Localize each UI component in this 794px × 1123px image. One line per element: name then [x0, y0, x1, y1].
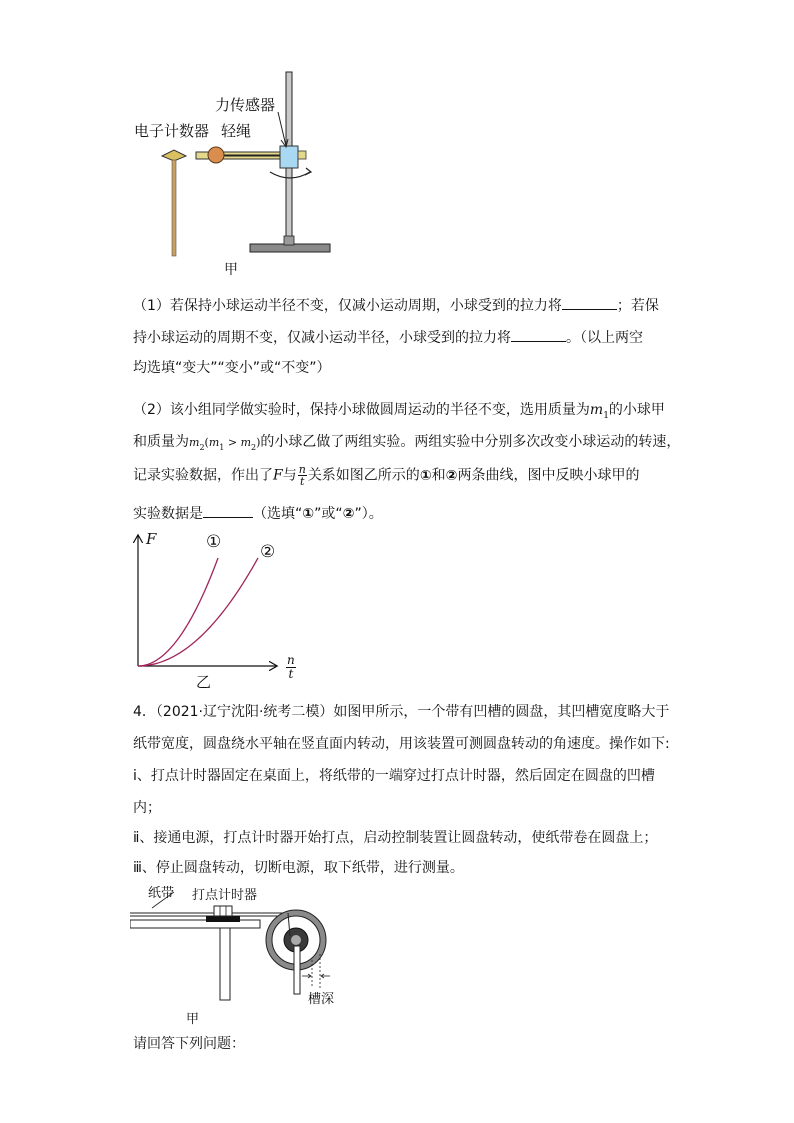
q4-line2: 纸带宽度，圆盘绕水平轴在竖直面内转动，用该装置可测圆盘转动的角速度。操作如下: [133, 736, 670, 752]
label-groove-depth: 槽深 [308, 992, 335, 1007]
figure1-caption: 甲 [224, 262, 238, 278]
q4-line4: 内； [133, 800, 161, 816]
q1-line1: （1）若保持小球运动半径不变，仅减小运动周期，小球受到的拉力将 ；若保 [133, 298, 659, 314]
series-curve-2 [138, 558, 258, 666]
q2-line1: （2）该小组同学做实验时，保持小球做圆周运动的半径不变，选用质量为$m_1$的小球甲 [133, 402, 665, 421]
fraction-n-over-t: $\frac{n}{t}$ [298, 463, 306, 488]
q1-line2: 持小球运动的周期不变，仅减小运动半径，小球受到的拉力将 。（以上两空 [133, 330, 643, 346]
figure3-caption: 甲 [186, 1012, 200, 1027]
label-tape: 纸带 [148, 886, 175, 901]
label-timer: 打点计时器 [192, 888, 258, 903]
figure-apparatus [130, 60, 370, 285]
answer-blank-2[interactable] [511, 329, 566, 342]
figure-disc-apparatus [130, 880, 350, 1025]
chart-caption: 乙 [196, 673, 212, 691]
q1-line3: 均选填“变大”“变小”或“不变”） [133, 360, 331, 376]
answer-blank-3[interactable] [203, 505, 253, 518]
q2-line3: 记录实验数据，作出了F与 $\frac{n}{t}$ 关系如图乙所示的①和②两条曲线，图中反映小球甲的 [133, 463, 640, 488]
q4-line3: ⅰ、打点计时器固定在桌面上，将纸带的一端穿过打点计时器，然后固定在圆盘的凹槽 [133, 768, 655, 784]
label-force-sensor: 力传感器 [215, 96, 276, 114]
q4-line6: ⅲ、停止圆盘转动，切断电源，取下纸带，进行测量。 [133, 860, 464, 876]
label-rope: 轻绳 [221, 122, 252, 140]
q4-line5: ⅱ、接通电源，打点计时器开始打点，启动控制装置让圆盘转动，使纸带卷在圆盘上； [133, 830, 658, 846]
series-label-1: ① [206, 532, 222, 552]
answer-blank-1[interactable] [562, 297, 617, 310]
series-curve-1 [138, 558, 218, 666]
chart-figure [120, 528, 320, 693]
label-counter: 电子计数器 [134, 122, 210, 140]
q4-line1: 4．（2021·辽宁沈阳·统考二模）如图甲所示，一个带有凹槽的圆盘，其凹槽宽度略大于 [133, 704, 670, 720]
q2-line4: 实验数据是 （选填“①”或“②”）。 [133, 506, 383, 522]
closing-prompt: 请回答下列问题： [133, 1036, 245, 1052]
x-axis-label: $\frac{n}{t}$ [287, 653, 295, 681]
q2-line2: 和质量为$m_2(m_1 > m_2)$的小球乙做了两组实验。两组实验中分别多次改变小球运动的转速， [133, 434, 681, 452]
series-label-2: ② [260, 542, 276, 562]
y-axis-label: F [146, 530, 157, 548]
apparatus-drawing [130, 60, 370, 260]
